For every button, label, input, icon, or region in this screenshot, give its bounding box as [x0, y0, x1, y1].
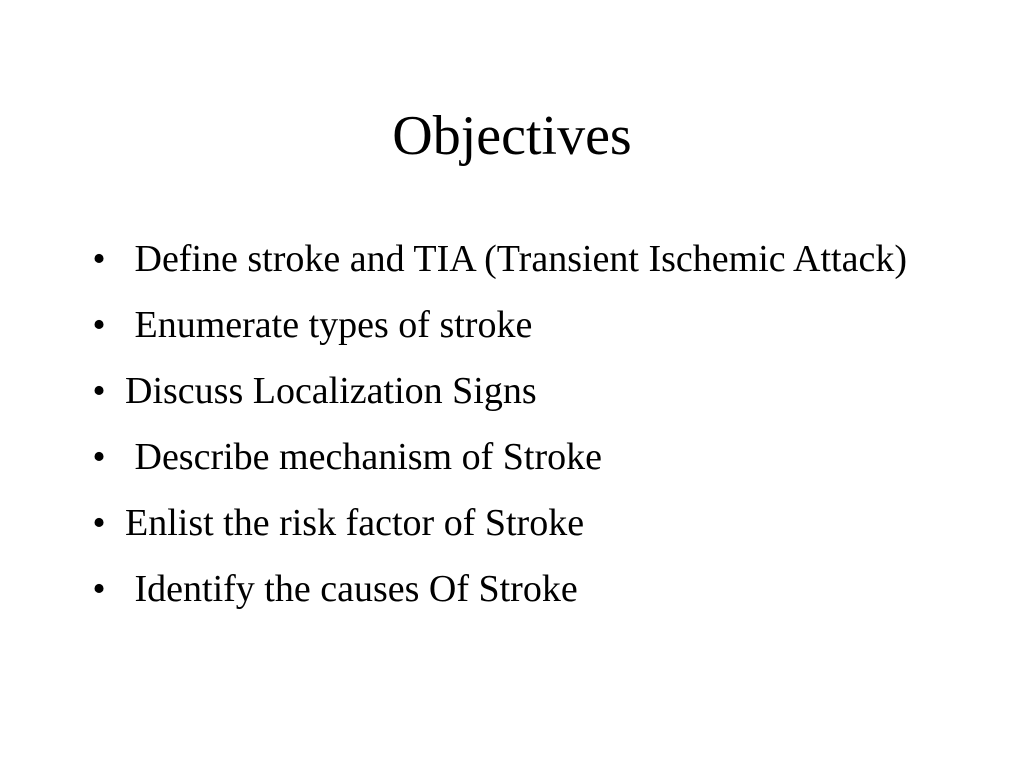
list-item-text: Enumerate types of stroke [125, 304, 533, 346]
list-item-text: Enlist the risk factor of Stroke [125, 502, 585, 544]
bullet-icon: • [92, 238, 106, 280]
bullet-icon: • [92, 304, 106, 346]
objectives-list [84, 230, 944, 626]
list-item [84, 230, 944, 288]
list-item-text: Discuss Localization Signs [125, 370, 537, 412]
list-item-text: Define stroke and TIA (Transient Ischemic Attack) [125, 238, 907, 280]
bullet-icon: • [92, 502, 106, 544]
list-item [84, 560, 944, 618]
list-item-text: Describe mechanism of Stroke [125, 436, 602, 478]
list-item [84, 362, 944, 420]
bullet-icon: • [92, 436, 106, 478]
bullet-icon: • [92, 568, 106, 610]
list-item-text: Identify the causes Of Stroke [125, 568, 578, 610]
list-item [84, 428, 944, 486]
list-item [84, 494, 944, 552]
slide-title: Objectives [392, 105, 632, 167]
list-item [84, 296, 944, 354]
bullet-icon: • [92, 370, 106, 412]
